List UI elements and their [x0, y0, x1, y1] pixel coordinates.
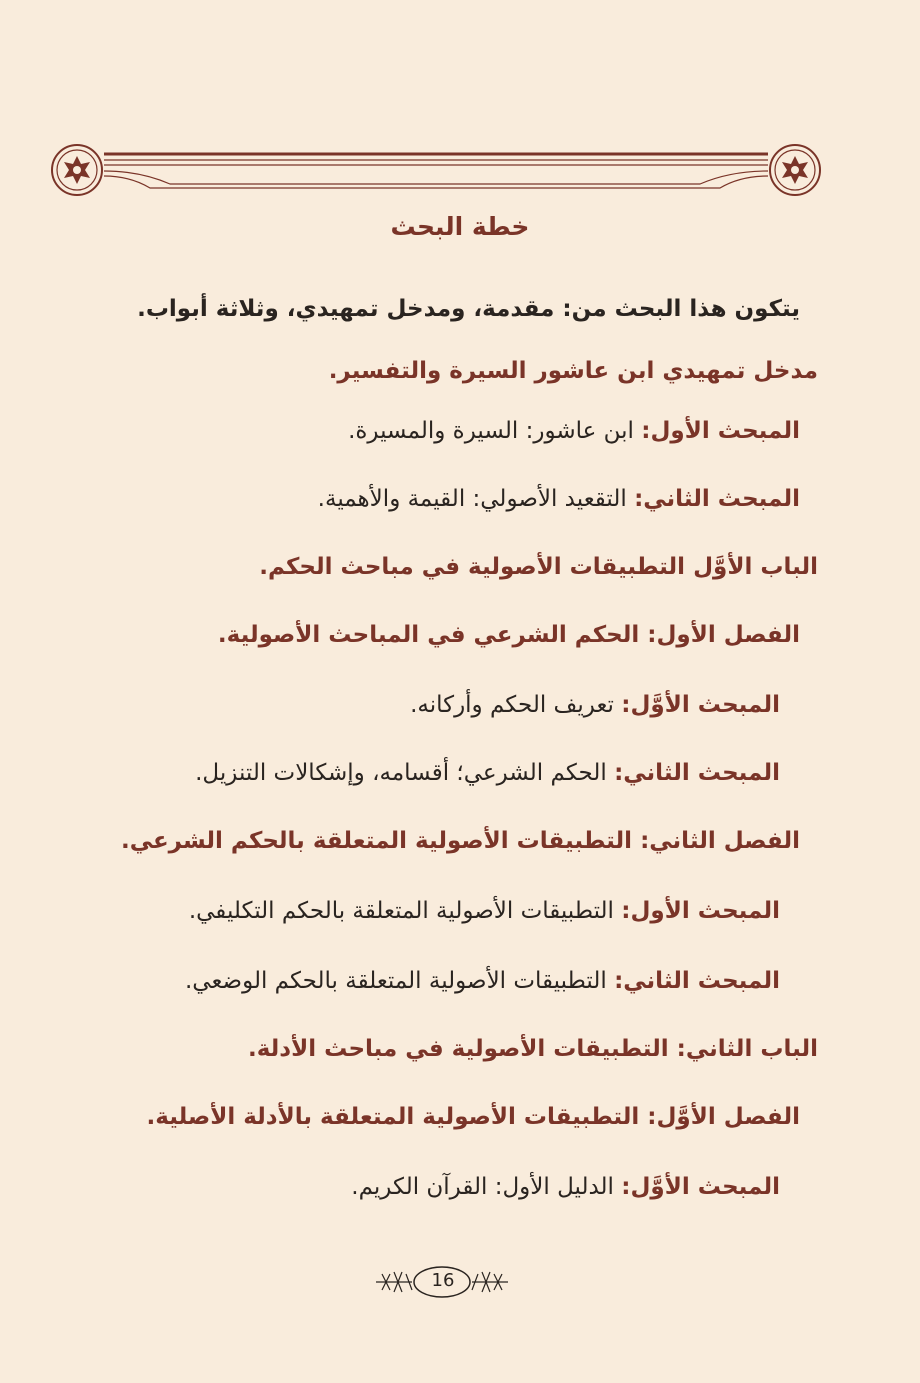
intro-line: يتكون هذا البحث من: مقدمة، ومدخل تمهيدي، وثلاثة أبواب. — [137, 296, 800, 322]
toc-entry: المبحث الأوَّل: تعريف الحكم وأركانه. — [410, 692, 780, 718]
page-number: 16 — [431, 1270, 455, 1291]
toc-entry: مدخل تمهيدي ابن عاشور السيرة والتفسير. — [328, 358, 818, 384]
toc-entry: الباب الأوَّل التطبيقات الأصولية في مباحث الحكم. — [259, 554, 818, 580]
toc-entry: الفصل الأول: الحكم الشرعي في المباحث الأصولية. — [217, 622, 800, 648]
left-rosette-icon — [52, 145, 102, 195]
toc-entry: المبحث الأوَّل: الدليل الأول: القرآن الكريم. — [351, 1174, 780, 1200]
toc-entry: المبحث الأول: ابن عاشور: السيرة والمسيرة. — [348, 418, 800, 444]
header-ornament — [50, 140, 822, 210]
toc-entry: الفصل الثاني: التطبيقات الأصولية المتعلقة بالحكم الشرعي. — [120, 828, 800, 854]
page-title: خطة البحث — [390, 212, 530, 241]
toc-entry: المبحث الثاني: الحكم الشرعي؛ أقسامه، وإشكالات التنزيل. — [195, 760, 780, 786]
toc-entry: المبحث الثاني: التطبيقات الأصولية المتعلقة بالحكم الوضعي. — [184, 968, 780, 994]
toc-entry: المبحث الأول: التطبيقات الأصولية المتعلقة بالحكم التكليفي. — [188, 898, 780, 924]
toc-entry: المبحث الثاني: التقعيد الأصولي: القيمة والأهمية. — [317, 486, 800, 512]
right-rosette-icon — [770, 145, 820, 195]
toc-entry: الباب الثاني: التطبيقات الأصولية في مباحث الأدلة. — [247, 1036, 818, 1062]
toc-entry: الفصل الأوَّل: التطبيقات الأصولية المتعلقة بالأدلة الأصلية. — [146, 1104, 800, 1130]
